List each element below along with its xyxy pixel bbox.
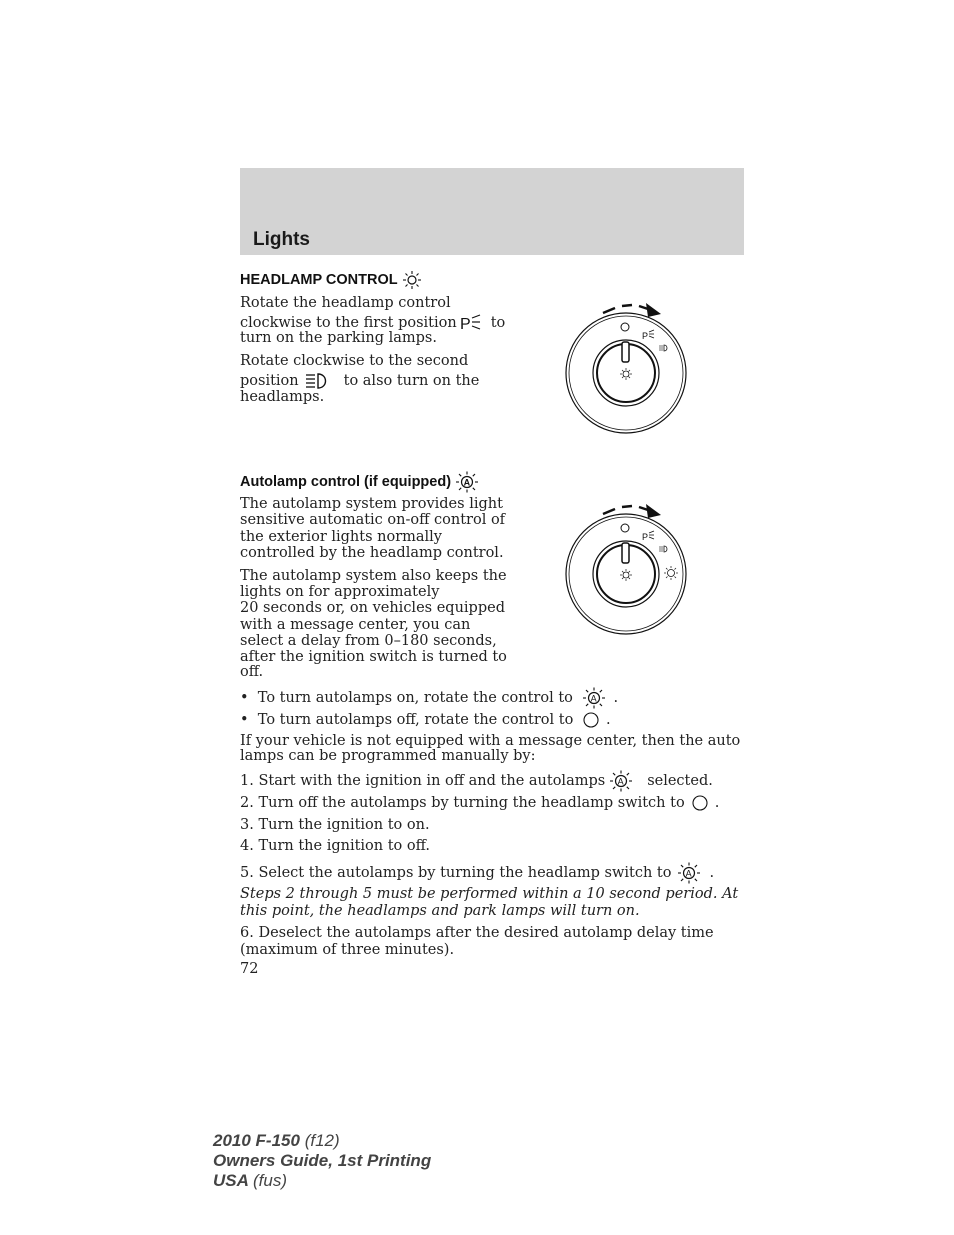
step-item: 2. Turn off the autolamps by turning the headlamp switch to . — [240, 795, 720, 811]
step-text: 1. Start with the ignition in off and the autolamps — [240, 773, 606, 789]
section-title: Lights — [253, 229, 310, 250]
headlamp-text-line: turn on the parking lamps. — [240, 330, 437, 346]
sun-icon — [401, 270, 423, 290]
note-line: this point, the headlamps and park lamps will turn on. — [240, 903, 640, 919]
headlamp-switch-diagram — [560, 295, 695, 444]
off-circle-icon — [582, 711, 600, 729]
bullet-text: To turn autolamps off, rotate the control to — [257, 712, 574, 728]
footer-model: 2010 F-150 — [213, 1131, 300, 1150]
autolamp-heading-text: Autolamp control (if equipped) — [240, 473, 452, 490]
step-item — [240, 770, 713, 792]
headlamp-text-line: Rotate clockwise to the second — [240, 353, 469, 369]
autolamp-switch-diagram — [560, 496, 695, 645]
footer-market: USA — [213, 1171, 249, 1190]
step-text: 5. Select the autolamps by turning the headlamp switch to — [240, 865, 672, 881]
svg-text:A: A — [617, 776, 624, 787]
headlamp-text-fragment: to also turn on the — [343, 373, 480, 389]
step-item: 3. Turn the ignition to on. — [240, 817, 430, 833]
step-item: (maximum of three minutes). — [240, 942, 455, 958]
headlamp-icon — [304, 371, 332, 391]
autolamp-text-line: lamps can be programmed manually by: — [240, 748, 536, 764]
parking-lamp-icon — [459, 313, 483, 333]
off-circle-icon — [691, 794, 709, 812]
svg-text:A: A — [463, 477, 471, 488]
step-text: 2. Turn off the autolamps by turning the headlamp switch to — [240, 795, 685, 811]
document-footer — [213, 1131, 431, 1191]
step-item: 5. Select the autolamps by turning the headlamp switch to A . — [240, 862, 714, 884]
autolamp-text-line: The autolamp system also keeps the — [240, 568, 507, 584]
autolamp-text-line: select a delay from 0–180 seconds, — [240, 633, 497, 649]
svg-text:P: P — [459, 316, 471, 333]
footer-line — [213, 1131, 431, 1151]
svg-text:A: A — [590, 693, 597, 704]
autolamp-text-line: off. — [240, 664, 264, 680]
svg-text:A: A — [686, 868, 693, 879]
note-line: Steps 2 through 5 must be performed within a 10 second period. At — [240, 886, 739, 902]
autolamp-text-line: lights on for approximately — [240, 584, 440, 600]
bullet-marker-icon: • — [240, 712, 258, 728]
autolamp-icon — [455, 471, 479, 493]
autolamp-heading — [240, 471, 479, 493]
autolamp-text-line: 20 seconds or, on vehicles equipped — [240, 600, 505, 616]
bullet-item: • To turn autolamps on, rotate the control to A . — [240, 687, 618, 709]
step-item: 6. Deselect the autolamps after the desired autolamp delay time — [240, 925, 714, 941]
headlamp-text-line — [240, 371, 479, 391]
svg-text:P: P — [642, 532, 649, 542]
footer-line — [213, 1171, 431, 1191]
headlamp-text-fragment: position — [240, 373, 299, 389]
footer-line: Owners Guide, 1st Printing — [213, 1151, 432, 1170]
autolamp-text-line: the exterior lights normally — [240, 529, 442, 545]
footer-code: (f12) — [304, 1131, 340, 1150]
svg-text:P: P — [642, 331, 649, 341]
autolamp-icon — [609, 770, 633, 792]
autolamp-text-line: The autolamp system provides light — [240, 496, 503, 512]
page-number: 72 — [240, 961, 259, 977]
step-item: 4. Turn the ignition to off. — [240, 838, 431, 854]
section-header-band — [240, 168, 744, 255]
bullet-item: • To turn autolamps off, rotate the control to . — [240, 712, 611, 728]
headlamp-text-fragment: to — [490, 315, 506, 331]
autolamp-text-line: controlled by the headlamp control. — [240, 545, 504, 561]
step-text: selected. — [647, 773, 713, 789]
footer-market-code: (fus) — [253, 1171, 287, 1190]
autolamp-text-line: with a message center, you can — [240, 617, 471, 633]
headlamp-text-line: Rotate the headlamp control — [240, 295, 451, 311]
bullet-text: To turn autolamps on, rotate the control to — [257, 690, 573, 706]
headlamp-heading-text: HEADLAMP CONTROL — [240, 271, 398, 288]
bullet-marker-icon: • — [240, 690, 258, 706]
headlamp-text-line: headlamps. — [240, 389, 325, 405]
headlamp-text-fragment: clockwise to the first position — [240, 315, 457, 331]
autolamp-icon — [582, 687, 606, 709]
autolamp-text-line: If your vehicle is not equipped with a message center, then the auto — [240, 733, 741, 749]
headlamp-heading — [240, 270, 423, 290]
autolamp-text-line: after the ignition switch is turned to — [240, 649, 507, 665]
autolamp-icon — [677, 862, 701, 884]
autolamp-text-line: sensitive automatic on-off control of — [240, 512, 506, 528]
